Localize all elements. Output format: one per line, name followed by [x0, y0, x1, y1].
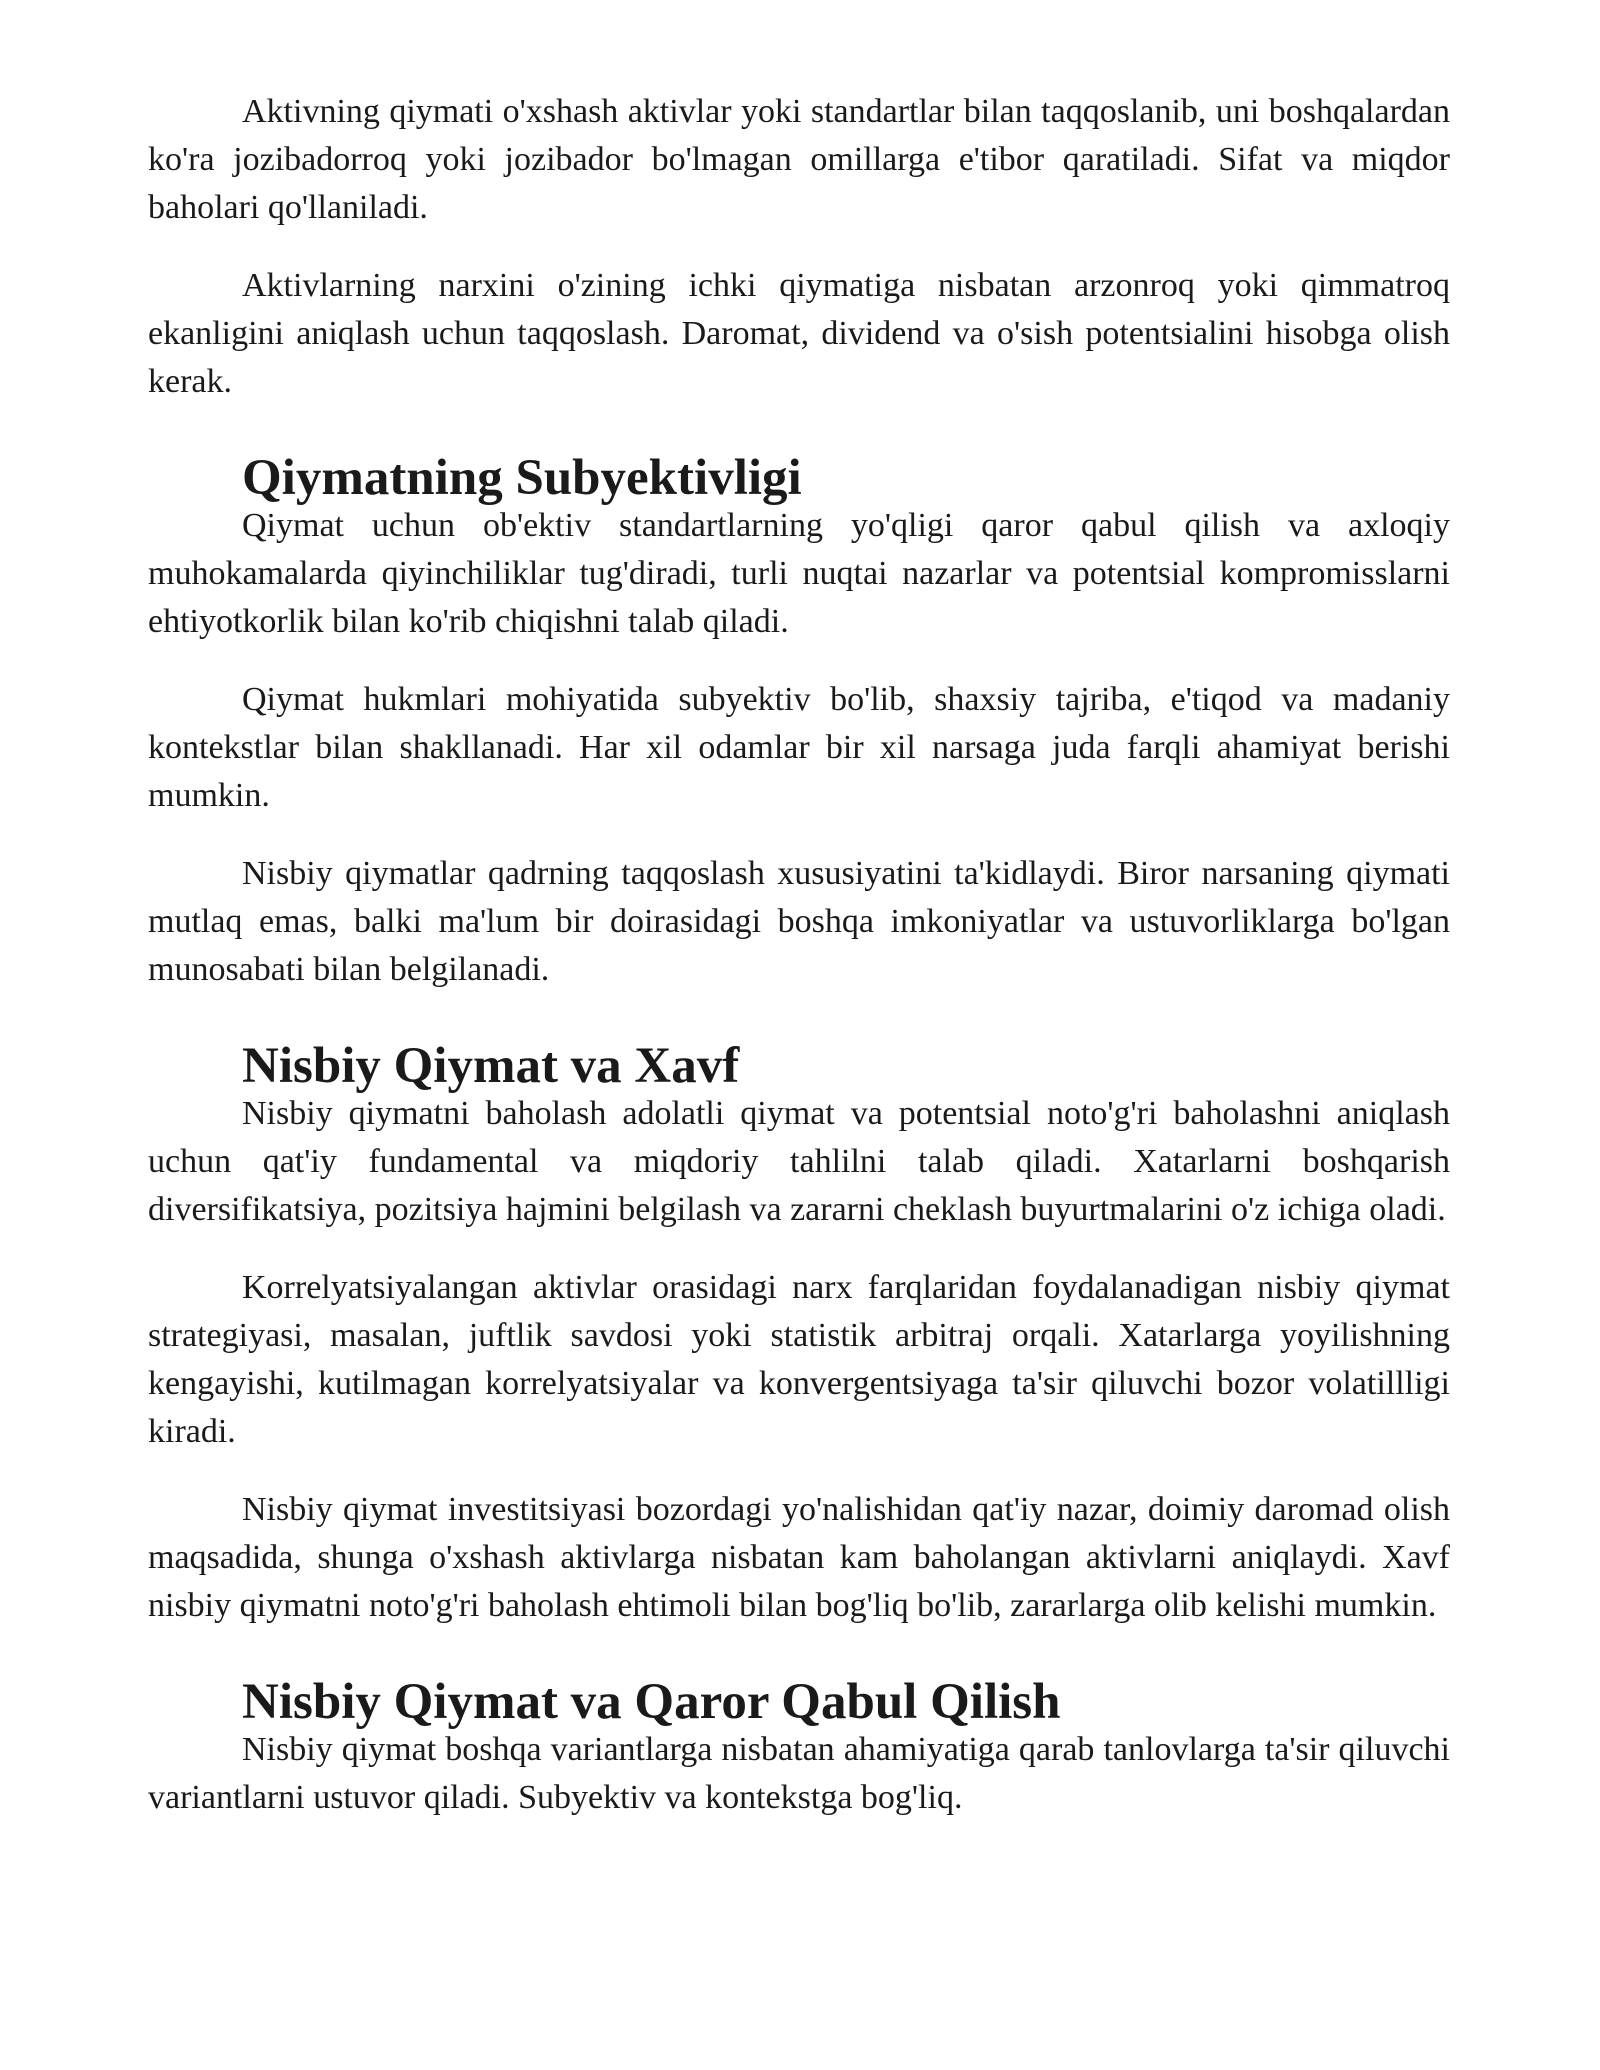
- intro-paragraph-2: Aktivlarning narxini o'zining ichki qiymatiga nisbatan arzonroq yoki qimmatroq ekanligini aniqlash uchun taqqoslash. Daromat, dividend va o'sish potentsialini hisobga olish kerak.: [148, 267, 1450, 400]
- paragraph: Nisbiy qiymat boshqa variantlarga nisbatan ahamiyatiga qarab tanlovlarga ta'sir qiluvchi variantlarni ustuvor qiladi. Subyektiv va kontekstga bog'liq.: [148, 1731, 1450, 1816]
- paragraph: Qiymat uchun ob'ektiv standartlarning yo'qligi qaror qabul qilish va axloqiy muhokamalarda qiyinchiliklar tug'diradi, turli nuqtai nazarlar va potentsial kompromisslarni ehtiyotkorlik bilan ko'rib chiqishni talab qiladi.: [148, 507, 1450, 640]
- document-page: [148, 88, 1450, 1852]
- paragraph: Nisbiy qiymat investitsiyasi bozordagi yo'nalishidan qat'iy nazar, doimiy daromad olish maqsadida, shunga o'xshash aktivlarga nisbatan kam baholangan aktivlarni aniqlaydi. Xavf nisbiy qiymatni noto'g'ri baholash ehtimoli bilan bog'liq bo'lib, zararlarga olib kelishi mumkin.: [148, 1491, 1450, 1624]
- section-heading: Nisbiy Qiymat va Qaror Qabul Qilish: [242, 1674, 1061, 1730]
- paragraph: Korrelyatsiyalangan aktivlar orasidagi narx farqlaridan foydalanadigan nisbiy qiymat strategiyasi, masalan, juftlik savdosi yoki statistik arbitraj orqali. Xatarlarga yoyilishning kengayishi, kutilmagan korrelyatsiyalar va konvergentsiyaga ta'sir qiluvchi bozor volatillligi kiradi.: [148, 1269, 1450, 1450]
- paragraph: Nisbiy qiymatlar qadrning taqqoslash xususiyatini ta'kidlaydi. Biror narsaning qiymati mutlaq emas, balki ma'lum bir doirasidagi boshqa imkoniyatlar va ustuvorliklarga bo'lgan munosabati bilan belgilanadi.: [148, 855, 1450, 988]
- paragraph: Nisbiy qiymatni baholash adolatli qiymat va potentsial noto'g'ri baholashni aniqlash uchun qat'iy fundamental va miqdoriy tahlilni talab qiladi. Xatarlarni boshqarish diversifikatsiya, pozitsiya hajmini belgilash va zararni cheklash buyurtmalarini o'z ichiga oladi.: [148, 1095, 1450, 1228]
- paragraph: Qiymat hukmlari mohiyatida subyektiv bo'lib, shaxsiy tajriba, e'tiqod va madaniy kontekstlar bilan shakllanadi. Har xil odamlar bir xil narsaga juda farqli ahamiyat berishi mumkin.: [148, 681, 1450, 814]
- intro-paragraph-1: Aktivning qiymati o'xshash aktivlar yoki standartlar bilan taqqoslanib, uni boshqalardan ko'ra jozibadorroq yoki jozibador bo'lmagan omillarga e'tibor qaratiladi. Sifat va miqdor baholari qo'llaniladi.: [148, 93, 1450, 226]
- section-heading: Qiymatning Subyektivligi: [242, 450, 802, 506]
- section-heading: Nisbiy Qiymat va Xavf: [242, 1038, 740, 1094]
- section-subjectivity: [148, 450, 1450, 994]
- section-relative-value-risk: [148, 1038, 1450, 1630]
- section-relative-value-decision-making: [148, 1674, 1450, 1822]
